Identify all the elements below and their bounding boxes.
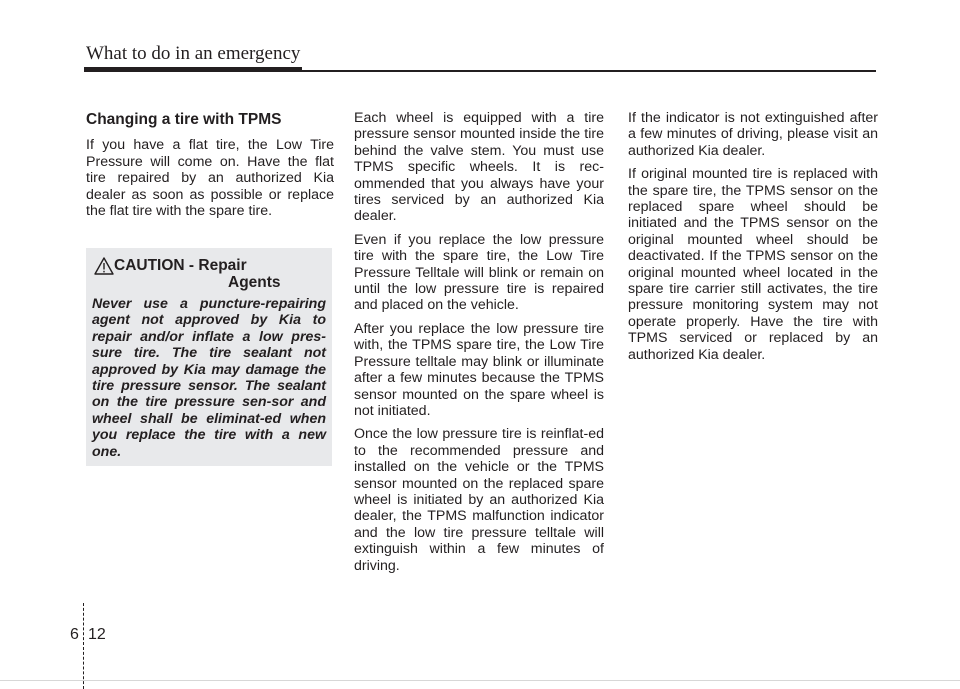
paragraph: Even if you replace the low pressure tire with the spare tire, the Low Tire Pressure Telltale will blink or remain on until the low pressure tire is repaired and placed on the vehicle. [354,231,604,314]
paragraph: If original mounted tire is replaced with the spare tire, the TPMS sensor on the replaced spare wheel should be initiated and the TPMS sensor on the original mounted wheel should be deactivated. If the TPMS sensor on the original mounted wheel located in the spare tire carrier still activates, the tire pressure monitoring system may not operate properly. Have the tire with TPMS serviced or replaced by an authorized Kia dealer. [628,166,878,363]
section-heading: Changing a tire with TPMS [86,111,282,128]
paragraph: Once the low pressure tire is reinflat-ed to the recommended pressure and installed on the vehicle or the TPMS sensor mounted on the replaced spare wheel is initiated by an authorized Kia dealer, the TPMS malfunction indicator and the low tire pressure telltale will extinguish within a few minutes of driving. [354,426,604,574]
paragraph: After you replace the low pressure tire with, the TPMS spare tire, the Low Tire Pressure telltale may blink or illuminate after a few minutes because the TPMS sensor mounted on the spare wheel is not initiated. [354,320,604,419]
paragraph: If the indicator is not extinguished after a few minutes of driving, please visit an authorized Kia dealer. [628,110,878,159]
caution-body: Never use a puncture-repairing agent not approved by Kia to repair and/or inflate a low pres-sure tire. The tire sealant not approved by Kia may damage the tire pressure sensor. The sealant on the tire pressure sen-sor and wheel shall be eliminat-ed when you replace the tire with a new one. [92,296,326,460]
footer-rule [0,680,960,681]
page-header-title: What to do in an emergency [86,43,301,64]
paragraph: Each wheel is equipped with a tire pressure sensor mounted inside the tire behind the valve stem. You must use TPMS specific wheels. It is rec-ommended that you always have your tires serviced by an authorized Kia dealer. [354,110,604,225]
paragraph: If you have a flat tire, the Low Tire Pressure will come on. Have the flat tire repaired by an authorized Kia dealer as soon as possible or replace the flat tire with the spare tire. [86,137,334,220]
header-rule [84,70,876,72]
column-3 [628,110,878,370]
column-2 [354,110,604,581]
page-number: 12 [88,626,106,643]
column-1 [86,108,334,226]
caution-box [86,248,332,466]
footer-divider [83,603,85,689]
caution-title-line1: CAUTION - Repair [114,257,247,274]
caution-title-line2: Agents [228,274,281,291]
caution-title [114,257,314,291]
chapter-number: 6 [70,626,79,643]
warning-triangle-icon [94,257,114,275]
